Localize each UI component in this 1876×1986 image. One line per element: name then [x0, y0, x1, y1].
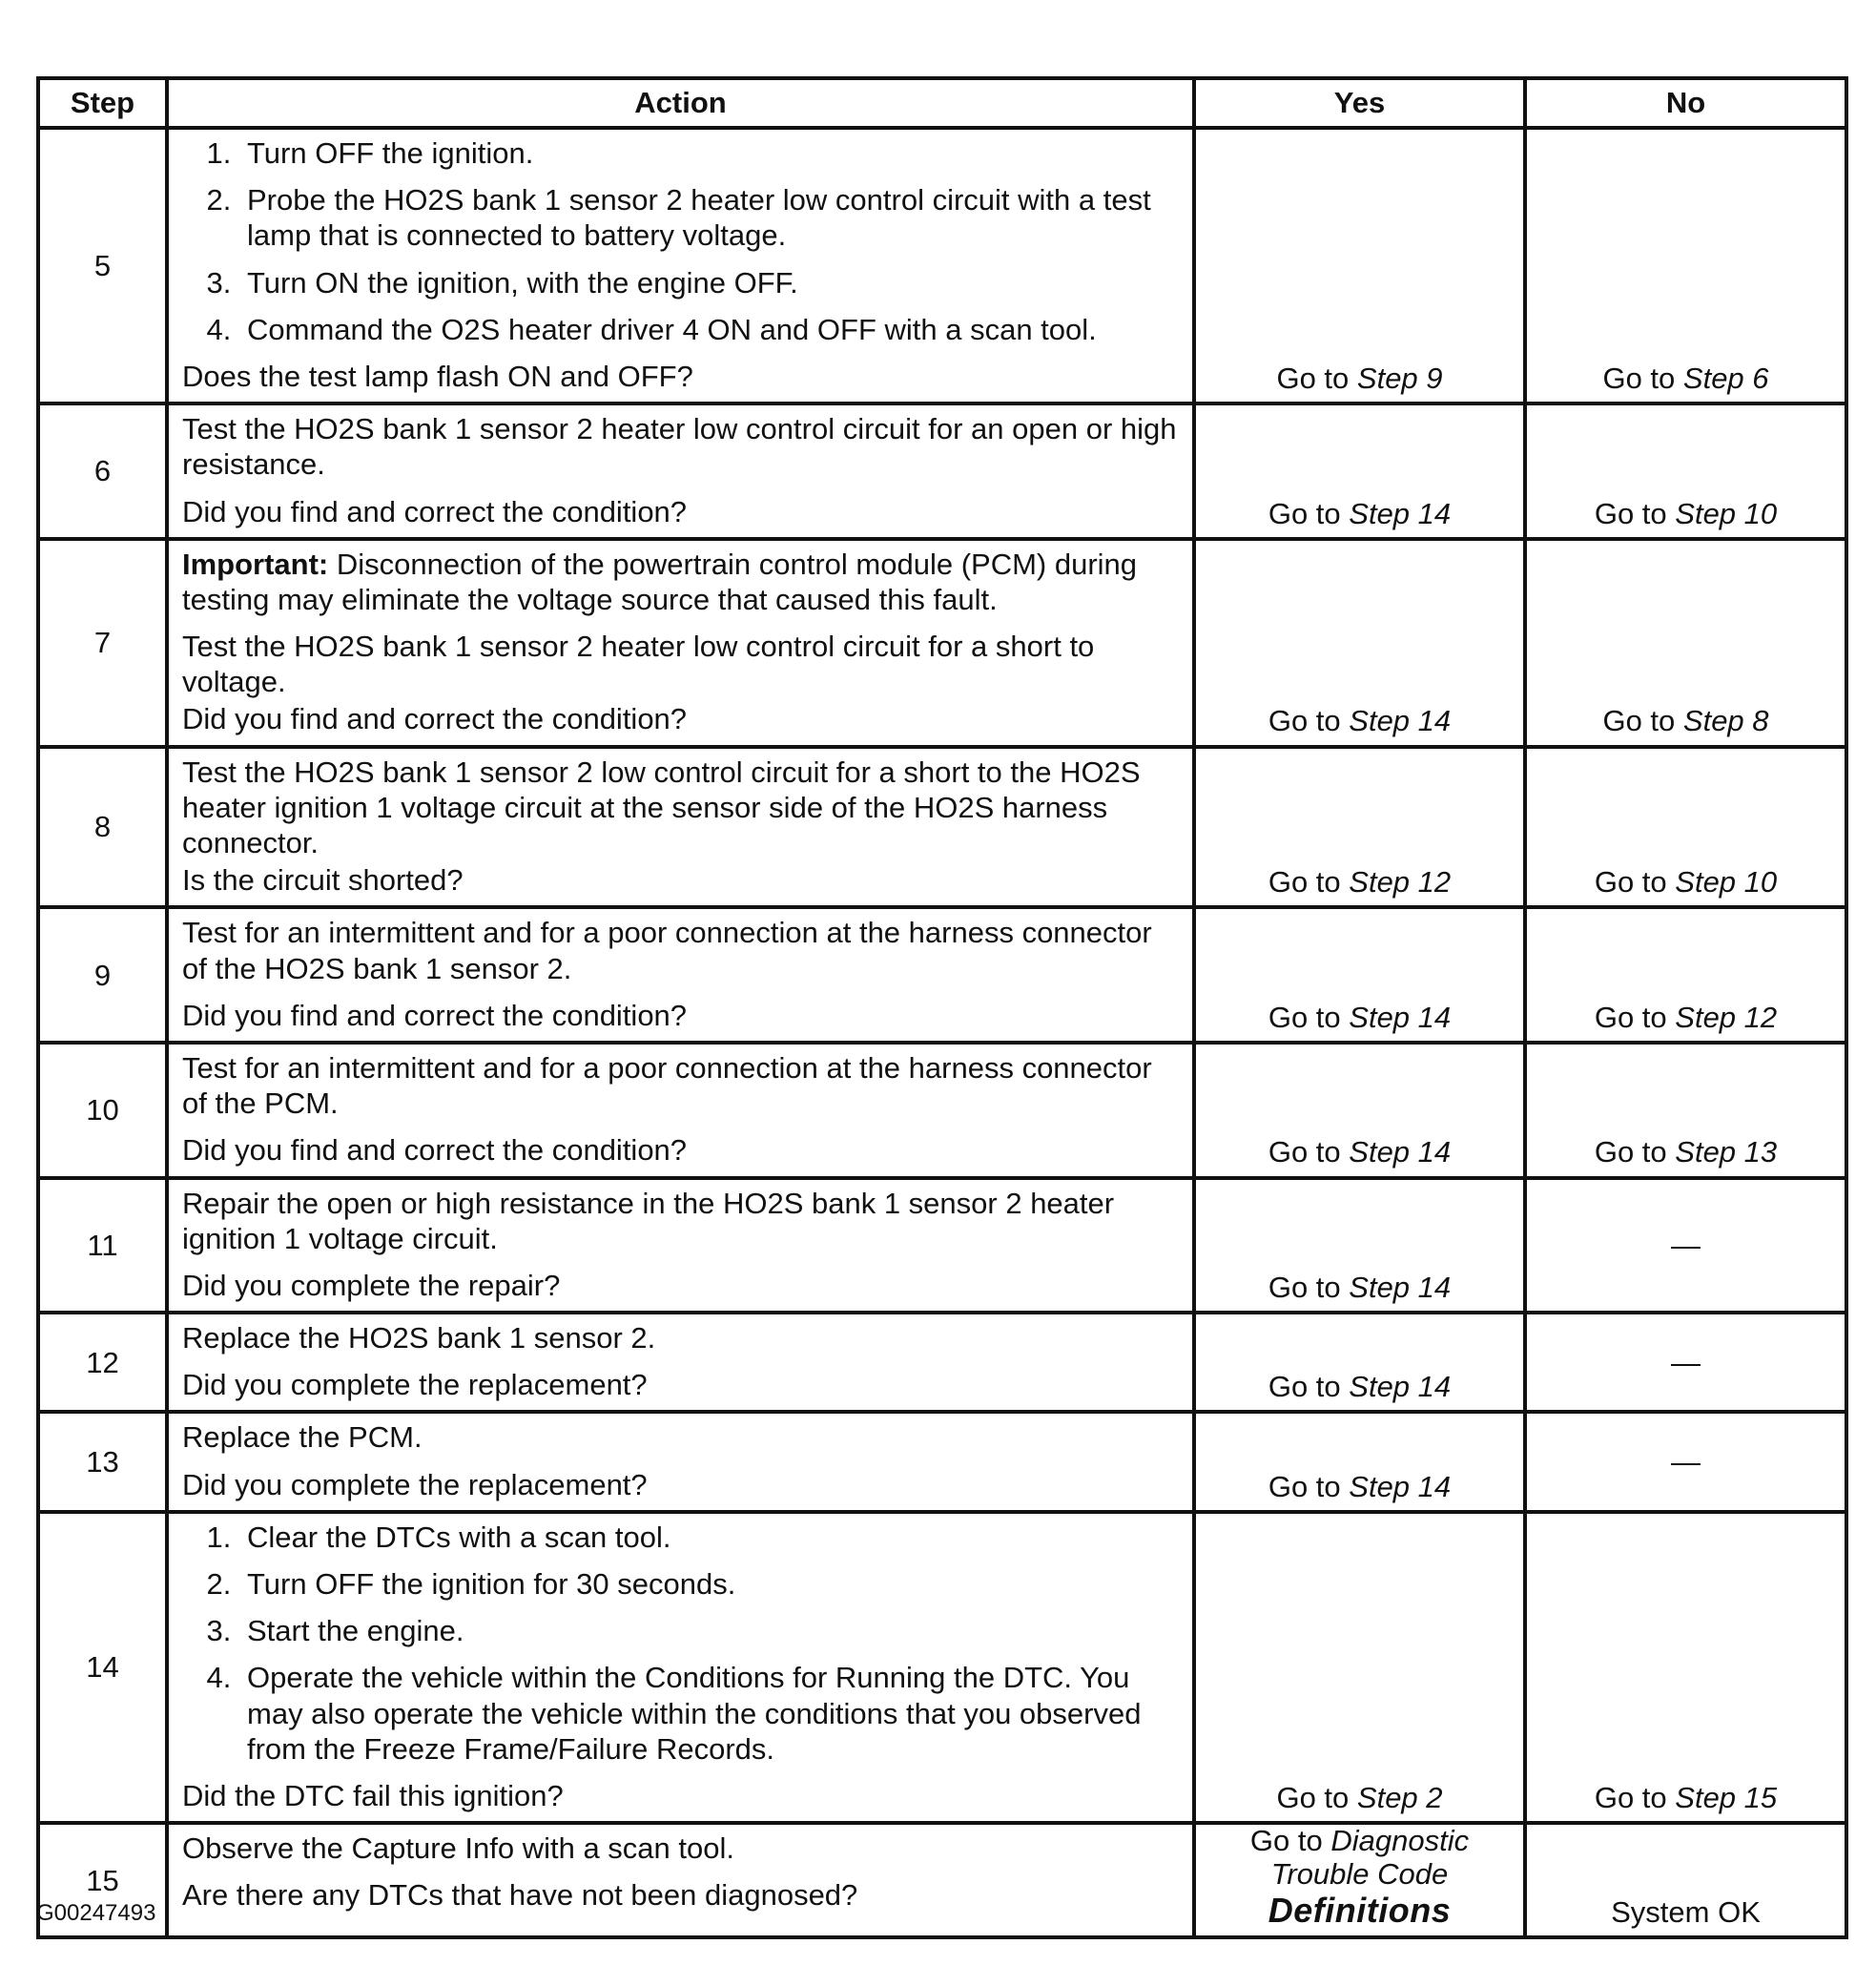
- table-row: [38, 1313, 1846, 1412]
- important-text: Disconnection of the powertrain control module (PCM) during testing may eliminate the voltage source that caused this fault.: [182, 547, 1138, 616]
- no-step-ref: Step 6: [1682, 361, 1769, 395]
- question-text: Are there any DTCs that have not been diagnosed?: [182, 1878, 858, 1913]
- yes-step-ref: Step 14: [1349, 1270, 1452, 1304]
- yes-step-ref: Step 14: [1349, 1370, 1452, 1404]
- action-cell: [167, 1512, 1194, 1823]
- header-action: Action: [167, 78, 1194, 128]
- step-number: 13: [38, 1412, 167, 1511]
- question-text: Did you find and correct the condition?: [182, 494, 688, 528]
- go-to-label: Go to: [1594, 1135, 1667, 1169]
- question-text: Did you find and correct the condition?: [182, 702, 688, 736]
- go-to-label: Go to: [1268, 1135, 1341, 1169]
- step-number: 14: [38, 1512, 167, 1823]
- list-item: 3. Turn ON the ignition, with the engine OFF.: [239, 265, 1181, 300]
- question-text: Did the DTC fail this ignition?: [182, 1778, 564, 1812]
- table-row: [38, 128, 1846, 403]
- go-to-label: Go to: [1276, 361, 1350, 395]
- header-yes: Yes: [1194, 78, 1525, 128]
- instruction-list: [182, 135, 1181, 347]
- table-row: [38, 403, 1846, 539]
- no-cell: —: [1525, 1412, 1846, 1511]
- question-text: Did you find and correct the condition?: [182, 998, 688, 1032]
- question-text: Did you complete the repair?: [182, 1268, 561, 1302]
- action-text: Test for an intermittent and for a poor connection at the harness connector of the HO2S bank 1 sensor 2.: [182, 916, 1152, 985]
- action-text: Replace the PCM.: [182, 1420, 423, 1455]
- no-cell: [1525, 747, 1846, 908]
- list-item: 1. Clear the DTCs with a scan tool.: [239, 1520, 1181, 1555]
- go-to-label: Go to: [1594, 1780, 1667, 1814]
- question-text: Is the circuit shorted?: [182, 863, 464, 898]
- header-step: Step: [38, 78, 167, 128]
- list-item: 4. Operate the vehicle within the Conditions for Running the DTC. You may also operate the vehicle within the conditions that you observed from the Freeze Frame/Failure Records.: [239, 1660, 1181, 1767]
- action-cell: [167, 539, 1194, 747]
- action-text: Observe the Capture Info with a scan tool.: [182, 1831, 734, 1866]
- question-text: Did you find and correct the condition?: [182, 1133, 688, 1168]
- no-cell: —: [1525, 1178, 1846, 1314]
- action-text: Test for an intermittent and for a poor connection at the harness connector of the PCM.: [182, 1050, 1152, 1121]
- yes-step-ref: Step 14: [1349, 1000, 1452, 1034]
- no-step-ref: Step 13: [1675, 1135, 1778, 1169]
- no-cell: System OK: [1525, 1823, 1846, 1937]
- go-to-label: Go to: [1268, 865, 1341, 900]
- figure-id: G00247493: [36, 1900, 156, 1926]
- action-cell: [167, 907, 1194, 1043]
- yes-step-ref: Step 12: [1349, 865, 1452, 900]
- no-cell: [1525, 907, 1846, 1043]
- step-number: 8: [38, 747, 167, 908]
- go-to-label: Go to: [1276, 1780, 1350, 1814]
- yes-cell: [1194, 1313, 1525, 1412]
- yes-step-ref: Step 9: [1356, 361, 1443, 395]
- no-cell: [1525, 1512, 1846, 1823]
- go-to-label: Go to: [1602, 704, 1676, 738]
- yes-cell: [1194, 1512, 1525, 1823]
- no-cell: —: [1525, 1313, 1846, 1412]
- yes-cell: [1194, 128, 1525, 403]
- list-item: 3. Start the engine.: [239, 1613, 1181, 1648]
- no-step-ref: Step 10: [1675, 865, 1778, 900]
- go-to-label: Go to: [1268, 1370, 1341, 1404]
- no-cell: [1525, 403, 1846, 539]
- yes-step-ref: Step 14: [1349, 1135, 1452, 1169]
- action-cell: [167, 1412, 1194, 1511]
- go-to-label: Go to: [1249, 1824, 1323, 1858]
- action-cell: [167, 747, 1194, 908]
- yes-ref-line2: Trouble Code: [1270, 1857, 1449, 1892]
- yes-cell: [1194, 1043, 1525, 1178]
- important-label: Important:: [182, 547, 329, 581]
- go-to-label: Go to: [1594, 865, 1667, 900]
- step-number: 9: [38, 907, 167, 1043]
- important-note: [182, 547, 1181, 617]
- go-to-label: Go to: [1268, 1469, 1341, 1503]
- yes-step-ref: Step 14: [1349, 1469, 1452, 1503]
- action-cell: [167, 403, 1194, 539]
- yes-ref-line1: Diagnostic: [1330, 1824, 1470, 1858]
- action-cell: [167, 1043, 1194, 1178]
- go-to-label: Go to: [1268, 1270, 1341, 1304]
- yes-cell: [1194, 1412, 1525, 1511]
- yes-cell: [1194, 1178, 1525, 1314]
- step-number: 15: [38, 1823, 167, 1937]
- action-text: Replace the HO2S bank 1 sensor 2.: [182, 1321, 656, 1355]
- step-number: 10: [38, 1043, 167, 1178]
- no-cell: [1525, 1043, 1846, 1178]
- action-text: Test the HO2S bank 1 sensor 2 low control circuit for a short to the HO2S heater ignition 1 voltage circuit at the sensor side of the HO2S harness connector.: [182, 755, 1141, 859]
- action-text: Test the HO2S bank 1 sensor 2 heater low control circuit for an open or high resistance.: [182, 412, 1177, 482]
- go-to-label: Go to: [1602, 361, 1676, 395]
- step-number: 6: [38, 403, 167, 539]
- go-to-label: Go to: [1594, 1000, 1667, 1034]
- yes-step-ref: Step 14: [1349, 496, 1452, 530]
- table-row: [38, 747, 1846, 908]
- list-item: 4. Command the O2S heater driver 4 ON and OFF with a scan tool.: [239, 312, 1181, 347]
- table-header-row: [38, 78, 1846, 128]
- table-row: [38, 1823, 1846, 1937]
- question-text: Did you complete the replacement?: [182, 1467, 648, 1501]
- go-to-label: Go to: [1268, 704, 1341, 738]
- go-to-label: Go to: [1268, 496, 1341, 530]
- action-text: Test the HO2S bank 1 sensor 2 heater low control circuit for a short to voltage.: [182, 630, 1095, 699]
- no-step-ref: Step 10: [1675, 496, 1778, 530]
- go-to-label: Go to: [1594, 496, 1667, 530]
- no-cell: [1525, 539, 1846, 747]
- table-row: [38, 1412, 1846, 1511]
- yes-cell: [1194, 907, 1525, 1043]
- action-cell: [167, 1178, 1194, 1314]
- step-number: 5: [38, 128, 167, 403]
- yes-ref-line3: Definitions: [1268, 1890, 1452, 1930]
- diagnostic-table: [36, 76, 1848, 1939]
- list-item: 2. Turn OFF the ignition for 30 seconds.: [239, 1566, 1181, 1602]
- go-to-label: Go to: [1268, 1000, 1341, 1034]
- question-text: Did you complete the replacement?: [182, 1368, 648, 1402]
- yes-cell: [1194, 403, 1525, 539]
- no-step-ref: Step 12: [1675, 1000, 1778, 1034]
- no-cell: [1525, 128, 1846, 403]
- yes-step-ref: Step 14: [1349, 704, 1452, 738]
- list-item: 1. Turn OFF the ignition.: [239, 135, 1181, 171]
- yes-step-ref: Step 2: [1356, 1780, 1443, 1814]
- table-row: [38, 1178, 1846, 1314]
- question-text: Does the test lamp flash ON and OFF?: [182, 359, 693, 393]
- instruction-list: [182, 1520, 1181, 1767]
- list-item: 2. Probe the HO2S bank 1 sensor 2 heater low control circuit with a test lamp that is connected to battery voltage.: [239, 182, 1181, 253]
- step-number: 7: [38, 539, 167, 747]
- table-row: [38, 1512, 1846, 1823]
- no-step-ref: Step 8: [1682, 704, 1769, 738]
- table-row: [38, 539, 1846, 747]
- no-step-ref: Step 15: [1675, 1780, 1778, 1814]
- table-row: [38, 907, 1846, 1043]
- action-text: Repair the open or high resistance in the HO2S bank 1 sensor 2 heater ignition 1 voltage circuit.: [182, 1186, 1115, 1255]
- yes-cell: [1194, 1823, 1525, 1937]
- header-no: No: [1525, 78, 1846, 128]
- action-cell: [167, 128, 1194, 403]
- yes-cell: [1194, 747, 1525, 908]
- step-number: 11: [38, 1178, 167, 1314]
- action-cell: [167, 1313, 1194, 1412]
- action-cell: [167, 1823, 1194, 1937]
- table-row: [38, 1043, 1846, 1178]
- step-number: 12: [38, 1313, 167, 1412]
- yes-cell: [1194, 539, 1525, 747]
